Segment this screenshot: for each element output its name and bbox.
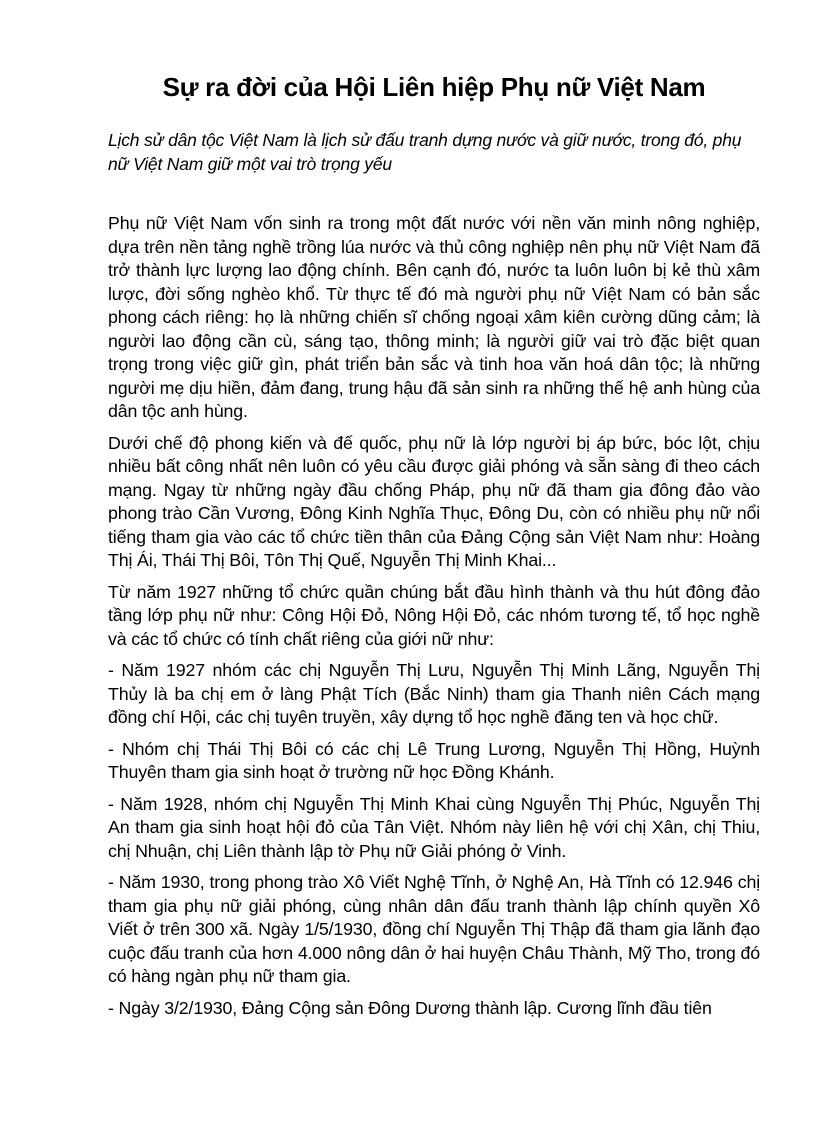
document-title: Sự ra đời của Hội Liên hiệp Phụ nữ Việt Nam: [162, 72, 706, 102]
document-subtitle: Lịch sử dân tộc Việt Nam là lịch sử đấu tranh dựng nước và giữ nước, trong đó, phụ nữ Việt Nam giữ một vai trò trọng yếu: [108, 130, 742, 174]
document-page: [108, 70, 760, 1028]
paragraph-4: - Năm 1927 nhóm các chị Nguyễn Thị Lưu, Nguyễn Thị Minh Lãng, Nguyễn Thị Thủy là ba chị em ở làng Phật Tích (Bắc Ninh) tham gia Thanh niên Cách mạng đồng chí Hội, các chị tuyên truyền, xây dựng tổ học nghề đăng ten và học chữ.: [108, 660, 760, 727]
paragraph-2: Dưới chế độ phong kiến và đế quốc, phụ nữ là lớp người bị áp bức, bóc lột, chịu nhiều bất công nhất nên luôn có yêu cầu được giải phóng và sẵn sàng đi theo cách mạng. Ngay từ những ngày đầu chống Pháp, phụ nữ đã tham gia đông đảo vào phong trào Cần Vương, Đông Kinh Nghĩa Thục, Đông Du, còn có nhiều phụ nữ nổi tiếng tham gia vào các tổ chức tiền thân của Đảng Cộng sản Việt Nam như: Hoàng Thị Ái, Thái Thị Bôi, Tôn Thị Quế, Nguyễn Thị Minh Khai...: [108, 432, 760, 570]
paragraph-3: Từ năm 1927 những tổ chức quần chúng bắt đầu hình thành và thu hút đông đảo tầng lớp phụ nữ như: Công Hội Đỏ, Nông Hội Đỏ, các nhóm tương tế, tổ học nghề và các tổ chức có tính chất riêng của giới nữ như:: [108, 581, 760, 649]
paragraph-7: - Năm 1930, trong phong trào Xô Viết Nghệ Tĩnh, ở Nghệ An, Hà Tĩnh có 12.946 chị tham gia phụ nữ giải phóng, cùng nhân dân đấu tranh thành lập chính quyền Xô Viết ở trên 300 xã. Ngày 1/5/1930, đồng chí Nguyễn Thị Thập đã tham gia lãnh đạo cuộc đấu tranh của hơn 4.000 nông dân ở hai huyện Châu Thành, Mỹ Tho, trong đó có hàng ngàn phụ nữ tham gia.: [108, 872, 760, 986]
paragraph-6: - Năm 1928, nhóm chị Nguyễn Thị Minh Khai cùng Nguyễn Thị Phúc, Nguyễn Thị An tham gia sinh hoạt hội đỏ của Tân Việt. Nhóm này liên hệ với chị Xân, chị Thiu, chị Nhuận, chị Liên thành lập tờ Phụ nữ Giải phóng ở Vinh.: [108, 793, 760, 861]
paragraph-1: Phụ nữ Việt Nam vốn sinh ra trong một đất nước với nền văn minh nông nghiệp, dựa trên nền tảng nghề trồng lúa nước và thủ công nghiệp nên phụ nữ Việt Nam đã trở thành lực lượng lao động chính. Bên cạnh đó, nước ta luôn luôn bị kẻ thù xâm lược, đời sống nghèo khổ. Từ thực tế đó mà người phụ nữ Việt Nam có bản sắc phong cách riêng: họ là những chiến sĩ chống ngoại xâm kiên cường dũng cảm; là người lao động cần cù, sáng tạo, thông minh; là người giữ vai trò đặc biệt quan trọng trong việc giữ gìn, phát triển bản sắc và tinh hoa văn hoá dân tộc; là những người mẹ dịu hiền, đảm đang, trung hậu đã sản sinh ra những thế hệ anh hùng của dân tộc anh hùng.: [108, 213, 760, 421]
paragraph-8: - Ngày 3/2/1930, Đảng Cộng sản Đông Dương thành lập. Cương lĩnh đầu tiên: [108, 997, 712, 1018]
paragraph-5: - Nhóm chị Thái Thị Bôi có các chị Lê Trung Lương, Nguyễn Thị Hồng, Huỳnh Thuyên tham gia sinh hoạt ở trường nữ học Đồng Khánh.: [108, 738, 760, 782]
